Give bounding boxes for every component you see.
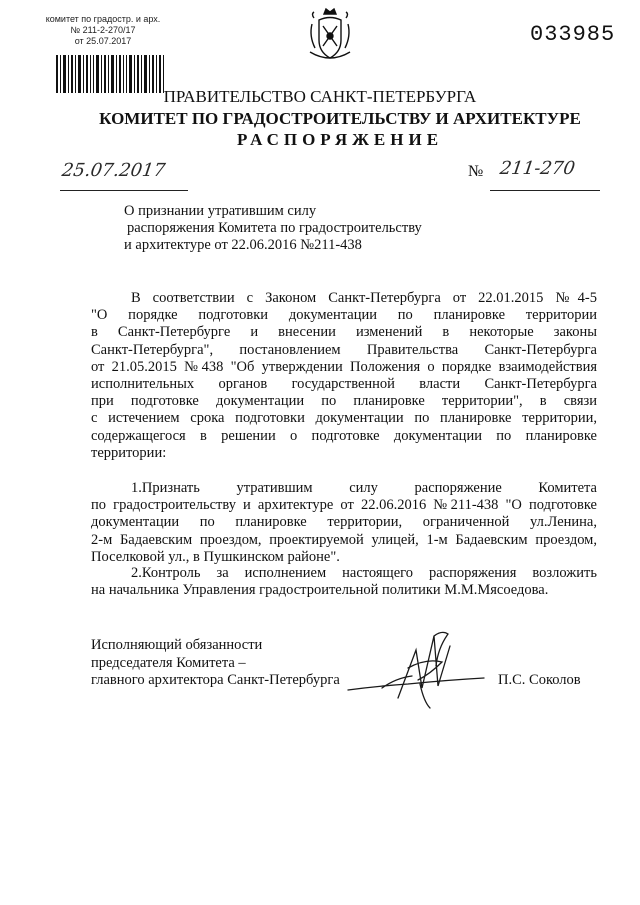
committee-heading: КОМИТЕТ ПО ГРАДОСТРОИТЕЛЬСТВУ И АРХИТЕКТУРЕ bbox=[99, 109, 581, 128]
document-serial-number: 033985 bbox=[530, 22, 616, 47]
government-heading: ПРАВИТЕЛЬСТВО САНКТ-ПЕТЕРБУРГА bbox=[163, 87, 477, 106]
body-line: с истечением срока подготовки документации по планировке территории, bbox=[91, 410, 597, 427]
signer-name: П.С. Соколов bbox=[498, 672, 581, 688]
number-label: № bbox=[468, 163, 484, 180]
body-line: по градостроительству и архитектуре от 22.06.2016 №211-438 "О подготовке bbox=[91, 497, 597, 514]
body-line: в Санкт-Петербурге и внесении изменений в некоторые законы bbox=[91, 324, 597, 341]
body-line: содержащегося в решении о подготовке документации по планировке bbox=[91, 427, 597, 444]
item-2-paragraph bbox=[91, 565, 597, 599]
stamp-reg-date: от 25.07.2017 bbox=[74, 36, 132, 46]
stamp-reg-number: № 211-2-270/17 bbox=[70, 25, 136, 35]
position-line: председателя Комитета – bbox=[91, 654, 246, 671]
body-line: 1.Признать утратившим силу распоряжение Комитета bbox=[131, 480, 597, 496]
body-line: территории: bbox=[91, 444, 167, 461]
body-line: В соответствии с Законом Санкт-Петербурга от 22.01.2015 №4-5 bbox=[131, 290, 597, 306]
position-line: Исполняющий обязанности bbox=[91, 637, 263, 653]
body-line: при подготовке документации по планировке территории", в связи bbox=[91, 393, 597, 410]
coat-of-arms-emblem bbox=[306, 6, 354, 64]
body-line: 2.Контроль за исполнением настоящего распоряжения возложить bbox=[131, 565, 597, 581]
stamp-committee: комитет по градостр. и арх. bbox=[45, 14, 161, 24]
body-line: Санкт-Петербурга", постановлением Правительства Санкт-Петербурга bbox=[91, 341, 597, 358]
handwritten-number: 211-270 bbox=[498, 158, 577, 179]
handwritten-signature bbox=[338, 628, 488, 710]
order-type-title: РАСПОРЯЖЕНИЕ bbox=[236, 130, 444, 149]
body-line: "О порядке подготовки документации по планировке территории bbox=[91, 307, 597, 324]
body-line: на начальника Управления градостроительной политики М.М.Мясоедова. bbox=[91, 582, 549, 599]
subject-line: распоряжения Комитета по градостроительству bbox=[127, 220, 422, 236]
subject-line: О признании утратившим силу bbox=[124, 203, 317, 219]
position-line: главного архитектора Санкт-Петербурга bbox=[91, 672, 340, 688]
body-line: исполнительных органов государственной власти Санкт-Петербурга bbox=[91, 375, 597, 392]
body-line: документации по планировке территории, ограниченной ул.Ленина, bbox=[91, 514, 597, 531]
body-line: от 21.05.2015 №438 "Об утверждении Положения о порядке взаимодействия bbox=[91, 358, 597, 375]
preamble-paragraph bbox=[91, 290, 597, 462]
body-line: 2-м Бадаевским проездом, проектируемой улицей, 1-м Бадаевским проездом, bbox=[91, 531, 597, 548]
handwritten-date: 25.07.2017 bbox=[60, 160, 167, 181]
item-1-paragraph bbox=[91, 480, 597, 566]
subject-block bbox=[124, 203, 484, 254]
subject-line: и архитектуре от 22.06.2016 №211-438 bbox=[124, 237, 362, 253]
registration-stamp bbox=[38, 14, 168, 47]
body-line: Поселковой ул., в Пушкинском районе". bbox=[91, 548, 340, 565]
